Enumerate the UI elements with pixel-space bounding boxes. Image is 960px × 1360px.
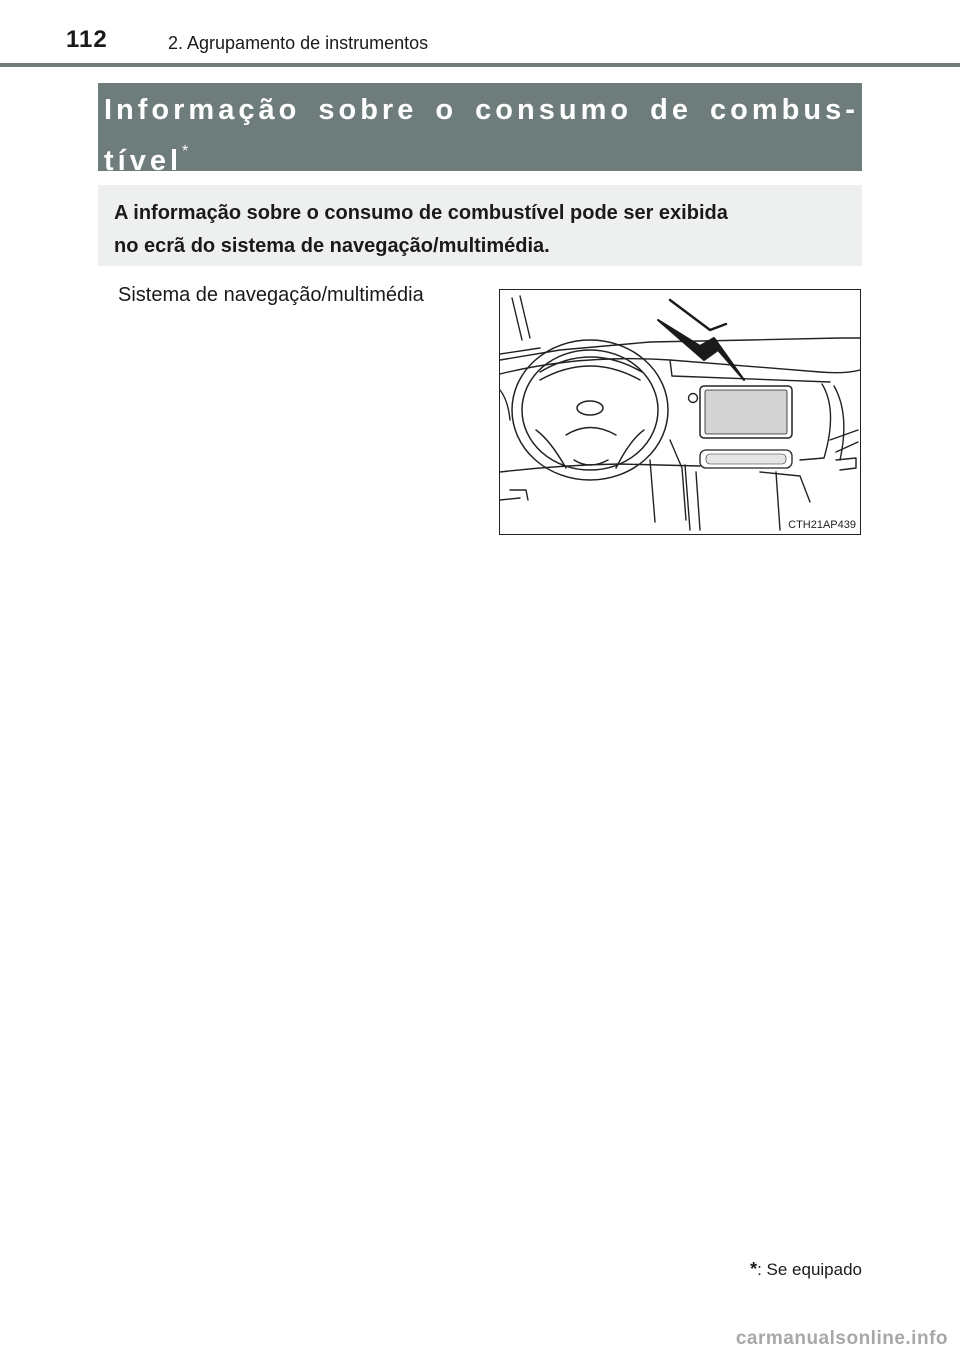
- figure-illustration: [499, 289, 861, 535]
- section-title-line1: Informação sobre o consumo de combus-: [104, 94, 859, 126]
- page-number: 112: [66, 26, 108, 53]
- display-screen-icon: [700, 386, 792, 468]
- chapter-title: 2. Agrupamento de instrumentos: [168, 33, 429, 53]
- figure-code: CTH21AP439: [788, 519, 856, 531]
- dashboard-illustration: [500, 290, 860, 534]
- equipment-asterisk: *: [182, 143, 189, 160]
- section-title-line2: tível: [104, 145, 183, 177]
- footnote-text: : Se equipado: [757, 1260, 862, 1279]
- footnote: [750, 1259, 862, 1280]
- steering-wheel-icon: [512, 340, 668, 480]
- footnote-mark: *: [750, 1259, 758, 1279]
- header-rule: [0, 63, 960, 67]
- summary-line2: no ecrã do sistema de navegação/multimédia.: [114, 235, 550, 257]
- summary-line1: A informação sobre o consumo de combustível pode ser exibida: [114, 202, 728, 224]
- summary-text: [114, 197, 848, 263]
- section-title: [104, 89, 862, 182]
- summary-box: [98, 185, 862, 266]
- figure-caption: Sistema de navegação/multimédia: [118, 284, 424, 306]
- watermark: carmanualsonline.info: [735, 1328, 948, 1349]
- section-title-band: [98, 83, 862, 177]
